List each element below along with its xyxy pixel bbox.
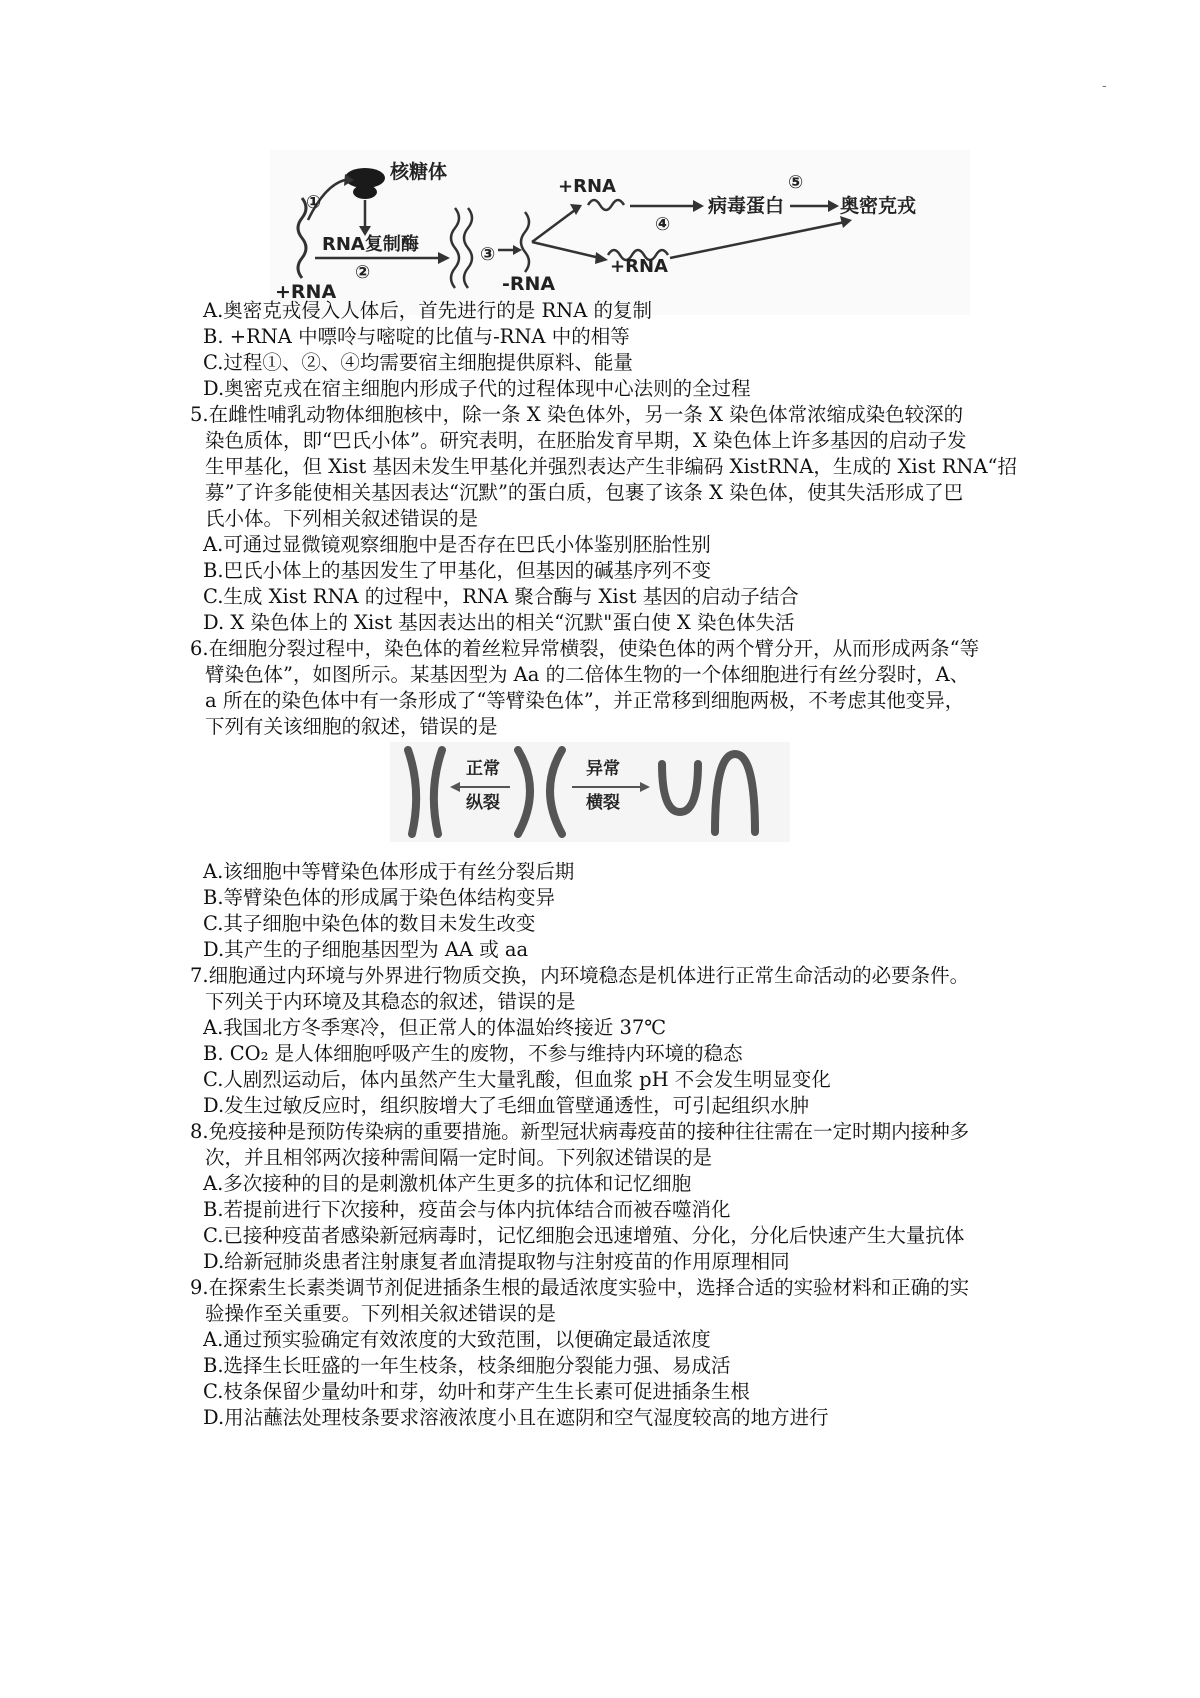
q5-option-a: A.可通过显微镜观察细胞中是否存在巴氏小体鉴别胚胎性别 xyxy=(203,533,711,556)
q6-option-c: C.其子细胞中染色体的数目未发生改变 xyxy=(203,912,536,935)
q8-option-a: A.多次接种的目的是刺激机体产生更多的抗体和记忆细胞 xyxy=(203,1172,692,1195)
rna-polymerase-label: RNA复制酶 xyxy=(322,234,419,255)
q9-option-d: D.用沾蘸法处理枝条要求溶液浓度小且在遮阴和空气湿度较高的地方进行 xyxy=(203,1406,829,1429)
ribosome-shape-lower xyxy=(353,185,377,199)
abnormal-split-label-top: 异常 xyxy=(586,759,620,779)
q8-stem-line: 次，并且相邻两次接种需间隔一定时间。下列叙述错误的是 xyxy=(205,1146,713,1169)
q7-stem-line: 7.细胞通过内环境与外界进行物质交换，内环境稳态是机体进行正常生命活动的必要条件。 xyxy=(190,964,970,987)
q9-option-a: A.通过预实验确定有效浓度的大致范围，以便确定最适浓度 xyxy=(203,1328,711,1351)
q4-option-d: D.奥密克戎在宿主细胞内形成子代的过程体现中心法则的全过程 xyxy=(203,377,751,400)
q5-stem-line: 5.在雌性哺乳动物体细胞核中，除一条 X 染色体外，另一条 X 染色体常浓缩成染色较深的 xyxy=(190,403,964,426)
q8-stem-line: 8.免疫接种是预防传染病的重要措施。新型冠状病毒疫苗的接种往往需在一定时期内接种多 xyxy=(190,1120,970,1143)
q6-option-d: D.其产生的子细胞基因型为 AA 或 aa xyxy=(203,938,529,961)
top-plus-rna-label: +RNA xyxy=(558,176,616,197)
q5-option-d: D. X 染色体上的 Xist 基因表达出的相关“沉默"蛋白使 X 染色体失活 xyxy=(203,611,795,634)
q4-option-a: A.奥密克戎侵入人体后，首先进行的是 RNA 的复制 xyxy=(203,299,653,322)
q7-option-c: C.人剧烈运动后，体内虽然产生大量乳酸，但血浆 pH 不会发生明显变化 xyxy=(203,1068,831,1091)
ribosome-label: 核糖体 xyxy=(390,161,448,183)
q9-stem-line: 9.在探索生长素类调节剂促进插条生根的最适浓度实验中，选择合适的实验材料和正确的实 xyxy=(190,1276,970,1299)
omicron-label: 奥密克戎 xyxy=(840,195,917,217)
normal-split-label-bottom: 纵裂 xyxy=(466,793,500,813)
step1-label: ① xyxy=(306,192,322,213)
q9-option-b: B.选择生长旺盛的一年生枝条，枝条细胞分裂能力强、易成活 xyxy=(203,1354,731,1377)
q6-stem-line: a 所在的染色体中有一条形成了“等臂染色体”，并正常移到细胞两极，不考虑其他变异， xyxy=(205,689,965,712)
q6-option-a: A.该细胞中等臂染色体形成于有丝分裂后期 xyxy=(203,860,575,883)
q5-stem-line: 募”了许多能使相关基因表达“沉默”的蛋白质，包裹了该条 X 染色体，使其失活形成了巴 xyxy=(205,481,964,504)
step4-label: ④ xyxy=(655,214,671,235)
q7-option-a: A.我国北方冬季寒冷，但正常人的体温始终接近 37℃ xyxy=(203,1016,667,1039)
step5-label: ⑤ xyxy=(788,172,804,193)
q6-option-b: B.等臂染色体的形成属于染色体结构变异 xyxy=(203,886,556,909)
q8-option-b: B.若提前进行下次接种，疫苗会与体内抗体结合而被吞噬消化 xyxy=(203,1198,731,1221)
omicron-diagram-svg xyxy=(270,150,970,315)
q5-stem-line: 氏小体。下列相关叙述错误的是 xyxy=(205,507,479,530)
left-plus-rna-label: +RNA xyxy=(275,281,337,303)
q8-option-c: C.已接种疫苗者感染新冠病毒时，记忆细胞会迅速增殖、分化，分化后快速产生大量抗体 xyxy=(203,1224,965,1247)
chromosome-split-diagram xyxy=(390,742,790,842)
q7-stem-line: 下列关于内环境及其稳态的叙述，错误的是 xyxy=(205,990,576,1013)
normal-split-label-top: 正常 xyxy=(466,759,500,779)
q5-option-b: B.巴氏小体上的基因发生了甲基化，但基因的碱基序列不变 xyxy=(203,559,712,582)
minus-rna-label: -RNA xyxy=(502,273,556,295)
q4-option-c: C.过程①、②、④均需要宿主细胞提供原料、能量 xyxy=(203,351,633,374)
q8-option-d: D.给新冠肺炎患者注射康复者血清提取物与注射疫苗的作用原理相同 xyxy=(203,1250,790,1273)
omicron-replication-diagram xyxy=(270,150,970,315)
q7-option-b: B. CO₂ 是人体细胞呼吸产生的废物，不参与维持内环境的稳态 xyxy=(203,1042,743,1065)
q6-stem-line: 臂染色体”，如图所示。某基因型为 Aa 的二倍体生物的一个体细胞进行有丝分裂时，A、 xyxy=(205,663,970,686)
q6-stem-line: 下列有关该细胞的叙述，错误的是 xyxy=(205,715,498,738)
viral-protein-label: 病毒蛋白 xyxy=(708,195,785,217)
q9-option-c: C.枝条保留少量幼叶和芽，幼叶和芽产生生长素可促进插条生根 xyxy=(203,1380,750,1403)
q6-stem-line: 6.在细胞分裂过程中，染色体的着丝粒异常横裂，使染色体的两个臂分开，从而形成两条“等 xyxy=(190,637,980,660)
q7-option-d: D.发生过敏反应时，组织胺增大了毛细血管壁通透性，可引起组织水肿 xyxy=(203,1094,810,1117)
step2-label: ② xyxy=(355,262,371,283)
chromosome-diagram-svg xyxy=(390,742,790,842)
q5-stem-line: 染色质体，即“巴氏小体”。研究表明，在胚胎发育早期，X 染色体上许多基因的启动子发 xyxy=(205,429,967,452)
q5-stem-line: 生甲基化，但 Xist 基因未发生甲基化并强烈表达产生非编码 XistRNA，生成的 Xist RNA“招 xyxy=(205,455,1018,478)
q4-option-b: B. +RNA 中嘌呤与嘧啶的比值与-RNA 中的相等 xyxy=(203,325,630,348)
corner-mark: - xyxy=(1102,78,1107,94)
q9-stem-line: 验操作至关重要。下列相关叙述错误的是 xyxy=(205,1302,557,1325)
step3-label: ③ xyxy=(480,244,496,265)
abnormal-split-label-bottom: 横裂 xyxy=(586,793,620,813)
bottom-plus-rna-label: +RNA xyxy=(610,256,668,277)
q5-option-c: C.生成 Xist RNA 的过程中，RNA 聚合酶与 Xist 基因的启动子结合 xyxy=(203,585,799,608)
